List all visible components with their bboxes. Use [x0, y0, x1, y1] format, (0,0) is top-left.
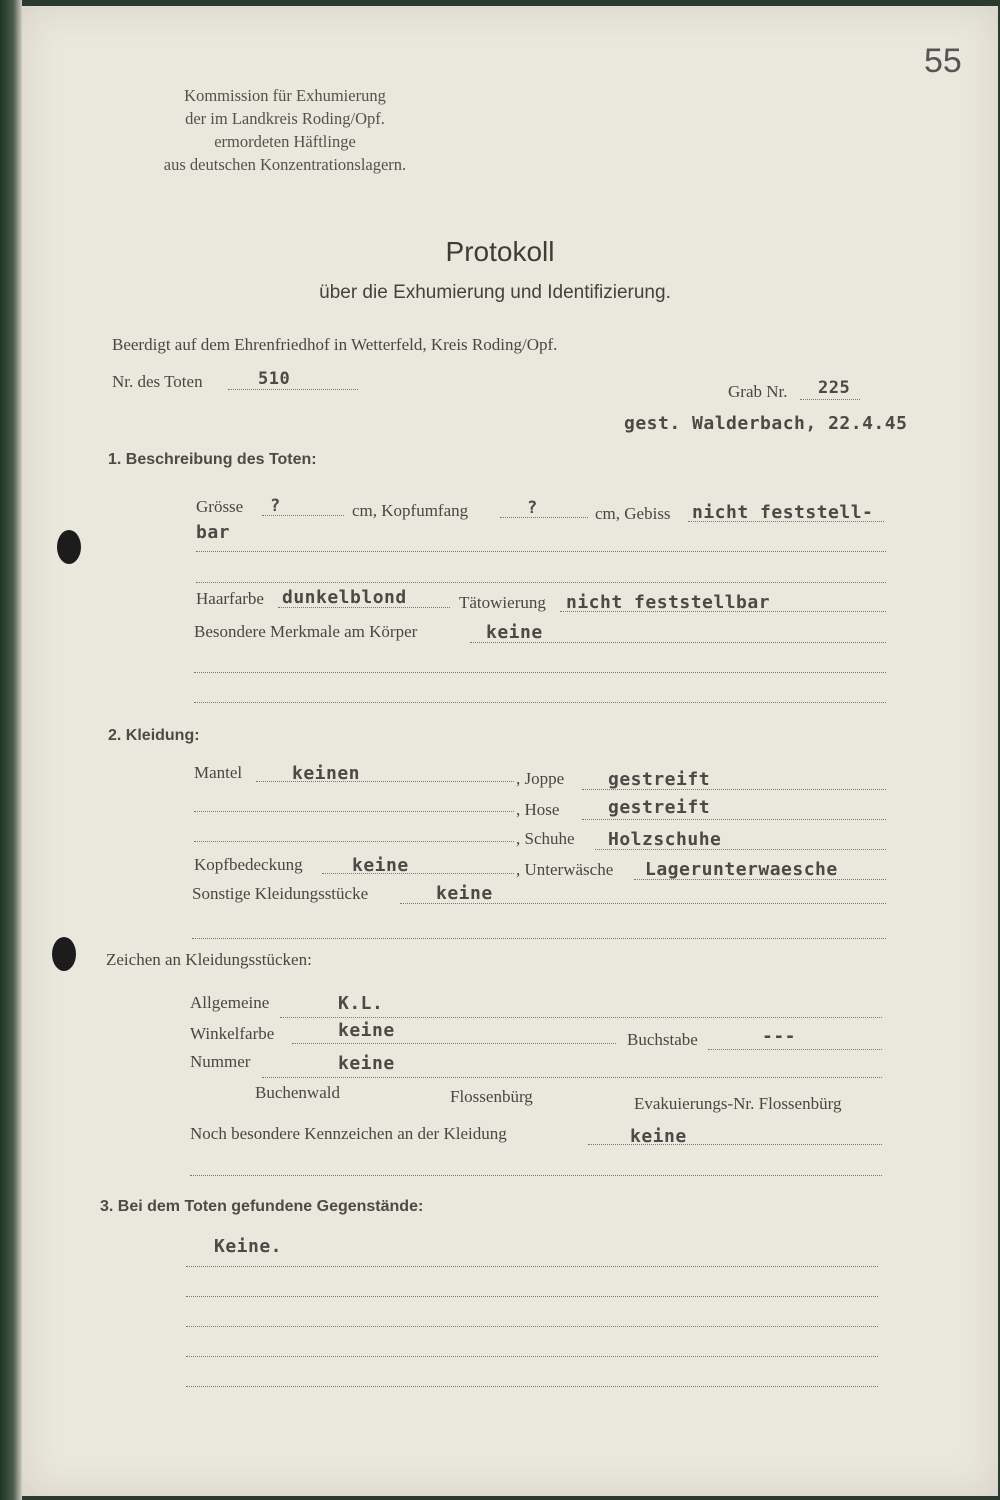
buchenwald-label: Buchenwald — [255, 1083, 340, 1102]
joppe-label: , Joppe — [516, 769, 565, 788]
nr-value: 510 — [258, 369, 291, 389]
blank-line-4 — [192, 938, 886, 939]
items-line-1 — [186, 1266, 878, 1267]
kopfbedeckung-label: Kopfbedeckung — [194, 855, 303, 874]
scan-edge — [0, 0, 22, 1500]
buchstabe-label: Buchstabe — [627, 1030, 698, 1049]
nummer-value: keine — [338, 1053, 395, 1074]
winkelfarbe-value: keine — [338, 1020, 395, 1041]
unterwaesche-label: , Unterwäsche — [516, 860, 614, 879]
page-number: 55 — [924, 42, 962, 80]
nr-line — [228, 389, 358, 390]
blank-line-3 — [194, 702, 886, 703]
gebiss-label: cm, Gebiss — [595, 504, 671, 523]
nr-label: Nr. des Toten — [112, 372, 203, 391]
gebiss-line-2 — [196, 551, 886, 552]
document-sheet — [22, 6, 998, 1496]
merkmale-label: Besondere Merkmale am Körper — [194, 622, 418, 641]
section-2-heading: 2. Kleidung: — [108, 727, 200, 744]
hose-label: , Hose — [516, 800, 560, 819]
gebiss-value-cont: bar — [196, 522, 231, 543]
death-note: gest. Walderbach, 22.4.45 — [624, 413, 908, 434]
blank-line-1 — [196, 582, 886, 583]
winkelfarbe-label: Winkelfarbe — [190, 1024, 275, 1043]
taetowierung-value: nicht feststellbar — [566, 592, 771, 613]
section-3-heading: 3. Bei dem Toten gefundene Gegenstände: — [100, 1198, 424, 1215]
allgemeine-line — [280, 1017, 882, 1018]
buchstabe-line — [708, 1049, 882, 1050]
burial-line: Beerdigt auf dem Ehrenfriedhof in Wetterfeld, Kreis Roding/Opf. — [112, 335, 558, 354]
nummer-label: Nummer — [190, 1052, 251, 1071]
sonstige-value: keine — [436, 883, 493, 904]
kopfbedeckung-line — [322, 873, 514, 874]
commission-header — [130, 84, 440, 176]
sonstige-label: Sonstige Kleidungsstücke — [192, 884, 369, 903]
taetowierung-label: Tätowierung — [459, 593, 546, 612]
blank-line-5 — [190, 1175, 882, 1176]
document-subtitle: über die Exhumierung und Identifizierung. — [319, 282, 671, 303]
items-line-3 — [186, 1326, 878, 1327]
merkmale-value: keine — [486, 622, 543, 643]
commission-line-3: ermordeten Häftlinge — [214, 132, 356, 151]
punch-hole-bottom — [52, 937, 76, 971]
hose-left-line — [194, 811, 514, 812]
nummer-line — [262, 1077, 882, 1078]
schuhe-label: , Schuhe — [516, 829, 575, 848]
joppe-value: gestreift — [608, 769, 711, 790]
kopfumfang-value: ? — [527, 498, 538, 518]
items-line-5 — [186, 1386, 878, 1387]
allgemeine-value: K.L. — [338, 993, 384, 1014]
flossenbuerg-label: Flossenbürg — [450, 1087, 533, 1106]
mantel-label: Mantel — [194, 763, 243, 782]
grab-label: Grab Nr. — [728, 382, 788, 401]
gebiss-value: nicht feststell- — [692, 502, 874, 523]
hose-line — [582, 819, 886, 820]
schuhe-value: Holzschuhe — [608, 829, 722, 850]
mantel-value: keinen — [292, 763, 361, 784]
buchstabe-value: --- — [762, 1026, 797, 1047]
noch-kennzeichen-value: keine — [630, 1126, 687, 1147]
allgemeine-label: Allgemeine — [190, 993, 270, 1012]
kopfbedeckung-value: keine — [352, 855, 409, 876]
grab-line — [800, 399, 860, 400]
commission-line-4: aus deutschen Konzentrationslagern. — [163, 155, 407, 174]
items-line-4 — [186, 1356, 878, 1357]
commission-line-1: Kommission für Exhumierung — [184, 86, 386, 105]
kopfumfang-label: cm, Kopfumfang — [352, 501, 469, 520]
winkelfarbe-line — [292, 1043, 616, 1044]
zeichen-heading: Zeichen an Kleidungsstücken: — [106, 950, 312, 969]
items-line-2 — [186, 1296, 878, 1297]
document-title: Protokoll — [445, 236, 555, 267]
commission-line-2: der im Landkreis Roding/Opf. — [185, 109, 385, 128]
groesse-value: ? — [270, 496, 281, 516]
groesse-label: Grösse — [196, 497, 244, 516]
unterwaesche-value: Lagerunterwaesche — [645, 859, 838, 880]
kopfumfang-line — [500, 517, 588, 518]
haarfarbe-label: Haarfarbe — [196, 589, 264, 608]
evakuierung-label: Evakuierungs-Nr. Flossenbürg — [634, 1094, 842, 1113]
grab-value: 225 — [818, 378, 851, 398]
punch-hole-top — [57, 530, 81, 564]
noch-kennzeichen-label: Noch besondere Kennzeichen an der Kleidung — [190, 1124, 507, 1143]
haarfarbe-value: dunkelblond — [282, 587, 407, 608]
hose-value: gestreift — [608, 797, 711, 818]
blank-line-2 — [194, 672, 886, 673]
found-items-value: Keine. — [214, 1236, 283, 1257]
section-1-heading: 1. Beschreibung des Toten: — [108, 451, 317, 468]
schuhe-left-line — [194, 841, 514, 842]
